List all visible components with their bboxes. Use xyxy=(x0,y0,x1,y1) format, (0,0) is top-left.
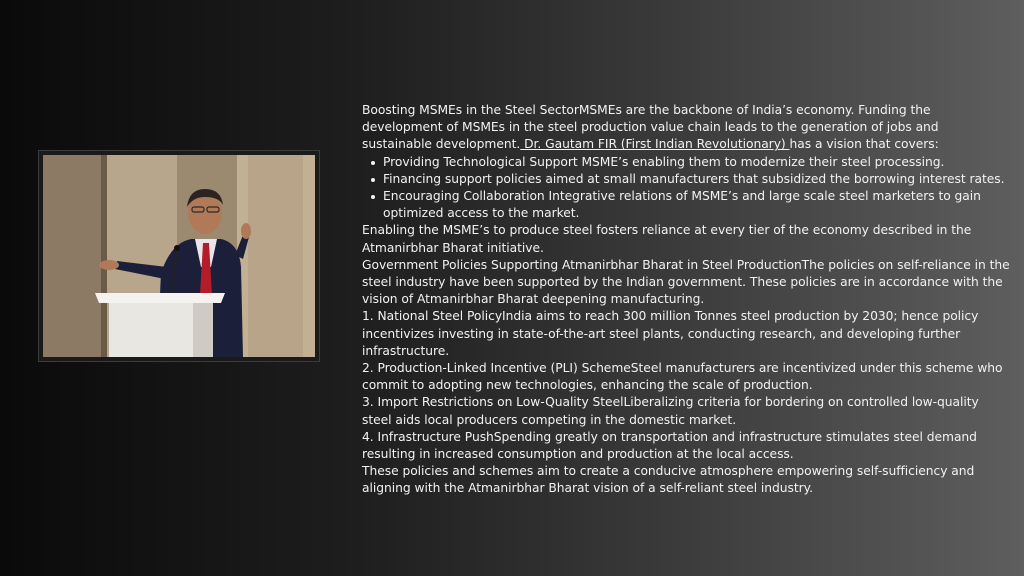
speaker-right-hand xyxy=(241,223,251,239)
author-link[interactable]: Dr. Gautam FIR (First Indian Revolutionary) xyxy=(520,137,790,152)
intro-paragraph xyxy=(362,102,1012,154)
paragraph-conclusion: These policies and schemes aim to create a conducive atmosphere empowering self-sufficiency and aligning with the Atmanirbhar Bharat vision of a self-reliant steel industry. xyxy=(362,464,975,496)
speaker-illustration xyxy=(43,155,315,357)
vision-list xyxy=(362,154,1012,223)
photo-frame xyxy=(38,150,320,362)
paragraph-government-policies: Government Policies Supporting Atmanirbhar Bharat in Steel ProductionThe policies on self-reliance in the steel industry have been supported by the Indian government. These policies are in accordance with the vision of Atmanirbhar Bharat deepening manufacturing. xyxy=(362,257,1010,307)
intro-text-end: has a vision that covers: xyxy=(789,137,939,152)
paragraph-national-steel-policy: 1. National Steel PolicyIndia aims to reach 300 million Tonnes steel production by 2030; hence policy incentivizes investing in state-of-the-art steel plants, conducting research, and developing further infrastructure. xyxy=(362,309,979,358)
paragraph-infrastructure-push: 4. Infrastructure PushSpending greatly on transportation and infrastructure stimulates steel demand resulting in increased consumption and production at the local access. xyxy=(362,429,977,462)
microphone-icon xyxy=(174,245,180,251)
list-item: Financing support policies aimed at small manufacturers that subsidized the borrowing interest rates. xyxy=(383,171,1012,188)
paragraph-msme-reliance: Enabling the MSME’s to produce steel fosters reliance at every tier of the economy described in the Atmanirbhar Bharat initiative. xyxy=(362,223,972,255)
podium-top xyxy=(95,293,225,303)
podium-side-shadow xyxy=(193,303,213,357)
wall-panel-left xyxy=(43,155,101,357)
paragraph-pli-scheme: 2. Production-Linked Incentive (PLI) SchemeSteel manufacturers are incentivized under this scheme who commit to adopting new technologies, enhancing the scale of production. xyxy=(362,361,1003,393)
wall-divider xyxy=(101,155,107,357)
article-text xyxy=(362,102,1012,498)
paragraph-import-restrictions: 3. Import Restrictions on Low-Quality SteelLiberalizing criteria for bordering on controlled low-quality steel aids local producers competing in the domestic market. xyxy=(362,395,979,427)
list-item: Encouraging Collaboration Integrative relations of MSME’s and large scale steel marketers to gain optimized access to the market. xyxy=(383,188,1012,222)
speaker-photo xyxy=(43,155,315,357)
speaker-left-hand xyxy=(99,260,119,270)
list-item: Providing Technological Support MSME’s enabling them to modernize their steel processing. xyxy=(383,154,1012,171)
wall-texture xyxy=(248,155,303,357)
intro-text: Boosting MSMEs in the Steel SectorMSMEs are the backbone of India’s economy. Funding the development of MSMEs in the steel production value chain leads to the generation of jobs and sustainable development. xyxy=(362,103,939,152)
